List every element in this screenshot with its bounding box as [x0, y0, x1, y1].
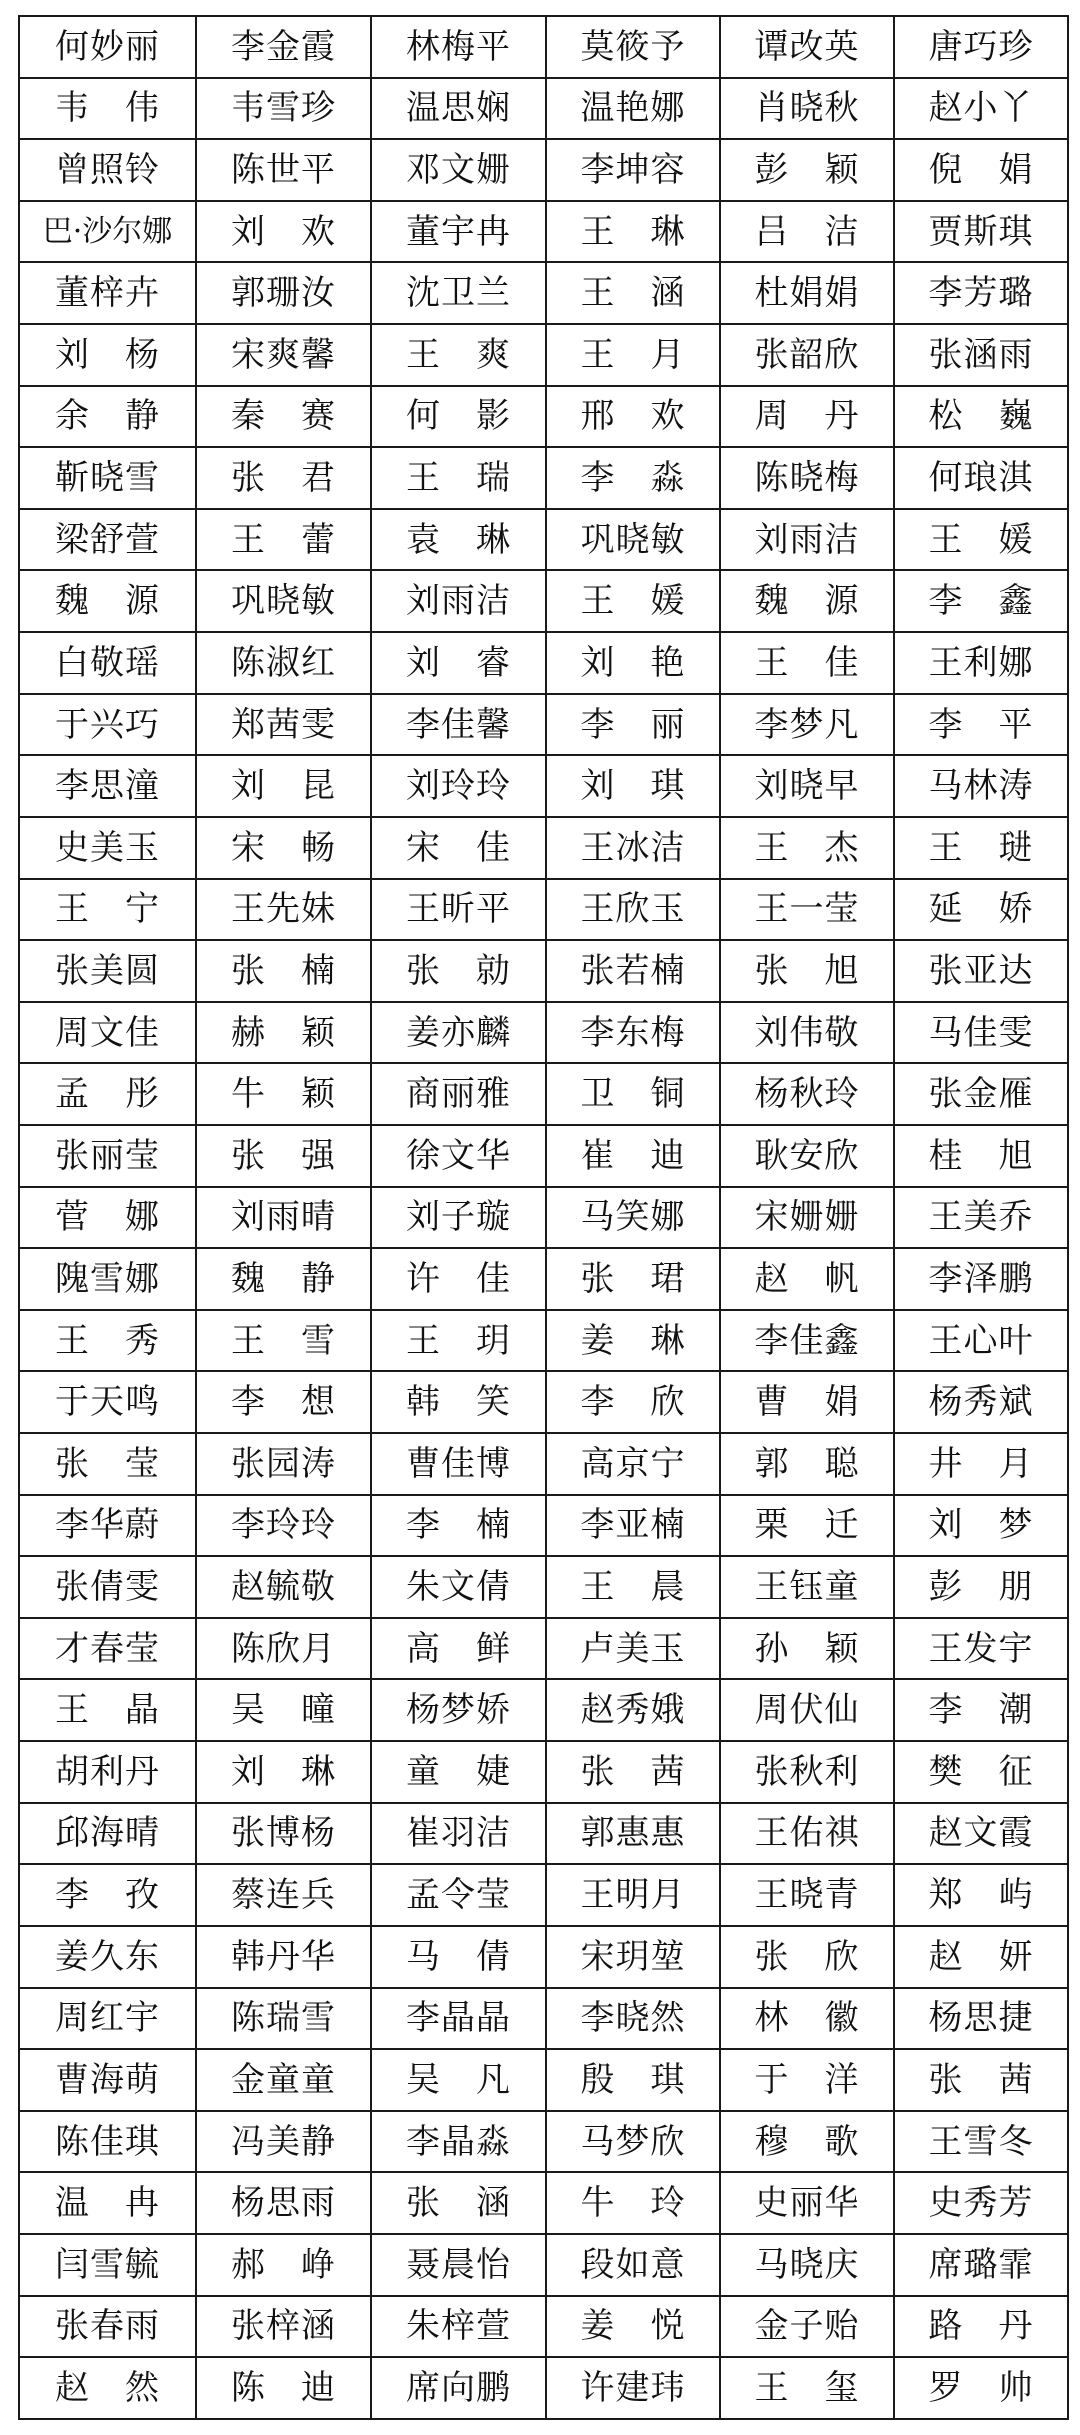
name-cell: 童 婕	[371, 1741, 546, 1803]
name-cell: 刘 梦	[894, 1495, 1068, 1557]
name-cell: 郑 屿	[894, 1864, 1068, 1926]
name-cell: 刘 琳	[196, 1741, 371, 1803]
name-list-sheet	[18, 15, 1067, 2420]
name-cell: 李 平	[894, 694, 1068, 756]
name-cell: 聂晨怡	[371, 2234, 546, 2296]
name-cell: 李 想	[196, 1371, 371, 1433]
name-cell: 张 旭	[720, 940, 894, 1002]
name-cell: 魏 源	[19, 570, 196, 632]
name-cell: 刘伟敬	[720, 1002, 894, 1064]
name-cell: 王 秀	[19, 1310, 196, 1372]
name-cell: 王 瑞	[371, 447, 546, 509]
name-cell: 周文佳	[19, 1002, 196, 1064]
name-cell: 路 丹	[894, 2296, 1068, 2358]
name-cell: 曹 娟	[720, 1371, 894, 1433]
name-cell: 倪 娟	[894, 139, 1068, 201]
name-cell: 彭 颖	[720, 139, 894, 201]
name-cell: 罗 帅	[894, 2357, 1068, 2419]
name-cell: 姜 悦	[546, 2296, 720, 2358]
table-row	[19, 2296, 1068, 2358]
name-cell: 刘子璇	[371, 1187, 546, 1249]
name-cell: 张美圆	[19, 940, 196, 1002]
name-cell: 王 宁	[19, 879, 196, 941]
name-cell: 吴 曈	[196, 1679, 371, 1741]
name-cell: 张 欣	[720, 1926, 894, 1988]
name-cell: 姜久东	[19, 1926, 196, 1988]
table-row	[19, 1310, 1068, 1372]
name-cell: 陈 迪	[196, 2357, 371, 2419]
name-cell: 李坤容	[546, 139, 720, 201]
name-cell: 王昕平	[371, 879, 546, 941]
name-cell: 沈卫兰	[371, 262, 546, 324]
name-cell: 延 娇	[894, 879, 1068, 941]
name-cell: 王 爽	[371, 324, 546, 386]
name-cell: 韦雪珍	[196, 78, 371, 140]
name-cell: 陈欣月	[196, 1618, 371, 1680]
name-cell: 刘 昆	[196, 755, 371, 817]
name-cell: 姜 琳	[546, 1310, 720, 1372]
name-cell: 张涵雨	[894, 324, 1068, 386]
name-cell: 王 雪	[196, 1310, 371, 1372]
name-cell: 张梓涵	[196, 2296, 371, 2358]
name-cell: 莫筱予	[546, 16, 720, 78]
name-cell: 王 琎	[894, 817, 1068, 879]
name-cell: 刘玲玲	[371, 755, 546, 817]
table-row	[19, 1864, 1068, 1926]
name-cell: 王 晶	[19, 1679, 196, 1741]
name-cell: 李金霞	[196, 16, 371, 78]
name-cell: 殷 琪	[546, 2049, 720, 2111]
name-cell: 韩 笑	[371, 1371, 546, 1433]
name-cell: 王冰洁	[546, 817, 720, 879]
name-cell: 孟令莹	[371, 1864, 546, 1926]
name-cell: 商丽雅	[371, 1063, 546, 1125]
name-cell: 李佳馨	[371, 694, 546, 756]
name-cell: 郝 峥	[196, 2234, 371, 2296]
table-row	[19, 201, 1068, 263]
name-cell: 井 月	[894, 1433, 1068, 1495]
name-cell: 王 涵	[546, 262, 720, 324]
name-cell: 魏 源	[720, 570, 894, 632]
name-cell: 樊 征	[894, 1741, 1068, 1803]
name-cell: 靳晓雪	[19, 447, 196, 509]
table-row	[19, 1679, 1068, 1741]
name-cell: 杨思捷	[894, 1988, 1068, 2050]
table-row	[19, 16, 1068, 78]
name-cell: 张韶欣	[720, 324, 894, 386]
name-cell: 赵 妍	[894, 1926, 1068, 1988]
name-cell: 高 鲜	[371, 1618, 546, 1680]
table-row	[19, 1495, 1068, 1557]
name-cell: 白敬瑶	[19, 632, 196, 694]
name-cell: 李泽鹏	[894, 1248, 1068, 1310]
name-cell: 陈世平	[196, 139, 371, 201]
name-cell: 杨梦娇	[371, 1679, 546, 1741]
name-cell: 栗 迁	[720, 1495, 894, 1557]
name-cell: 韦 伟	[19, 78, 196, 140]
name-cell: 牛 颖	[196, 1063, 371, 1125]
name-cell: 于兴巧	[19, 694, 196, 756]
name-cell: 王先妹	[196, 879, 371, 941]
name-cell: 李芳璐	[894, 262, 1068, 324]
name-cell: 张春雨	[19, 2296, 196, 2358]
name-cell: 唐巧珍	[894, 16, 1068, 78]
name-cell: 卢美玉	[546, 1618, 720, 1680]
name-cell: 才春莹	[19, 1618, 196, 1680]
name-cell: 巩晓敏	[546, 509, 720, 571]
table-row	[19, 2049, 1068, 2111]
name-cell: 张 茜	[546, 1741, 720, 1803]
name-cell: 李 楠	[371, 1495, 546, 1557]
table-row	[19, 1371, 1068, 1433]
name-cell: 马笑娜	[546, 1187, 720, 1249]
name-cell: 高京宁	[546, 1433, 720, 1495]
name-cell: 席璐霏	[894, 2234, 1068, 2296]
name-cell: 王一莹	[720, 879, 894, 941]
name-cell: 桂 旭	[894, 1125, 1068, 1187]
name-cell: 何 影	[371, 386, 546, 448]
table-row	[19, 139, 1068, 201]
name-cell: 马 倩	[371, 1926, 546, 1988]
name-cell: 温艳娜	[546, 78, 720, 140]
name-cell: 周红宇	[19, 1988, 196, 2050]
name-cell: 王利娜	[894, 632, 1068, 694]
name-cell: 梁舒萱	[19, 509, 196, 571]
name-cell: 刘 欢	[196, 201, 371, 263]
name-cell: 王钰童	[720, 1556, 894, 1618]
name-cell: 张 茜	[894, 2049, 1068, 2111]
name-cell: 李 鑫	[894, 570, 1068, 632]
name-cell: 许建玮	[546, 2357, 720, 2419]
table-row	[19, 940, 1068, 1002]
name-cell: 耿安欣	[720, 1125, 894, 1187]
name-cell: 王 琳	[546, 201, 720, 263]
name-cell: 王晓青	[720, 1864, 894, 1926]
table-row	[19, 324, 1068, 386]
name-cell: 陈淑红	[196, 632, 371, 694]
name-cell: 杨秀斌	[894, 1371, 1068, 1433]
name-cell: 史美玉	[19, 817, 196, 879]
table-row	[19, 447, 1068, 509]
name-cell: 李 欣	[546, 1371, 720, 1433]
name-cell: 史丽华	[720, 2172, 894, 2234]
name-cell: 张金雁	[894, 1063, 1068, 1125]
name-cell: 韩丹华	[196, 1926, 371, 1988]
table-row	[19, 817, 1068, 879]
name-cell: 周 丹	[720, 386, 894, 448]
name-cell: 巴·沙尔娜	[19, 201, 196, 263]
name-cell: 何妙丽	[19, 16, 196, 78]
name-cell: 陈晓梅	[720, 447, 894, 509]
name-cell: 郭 聪	[720, 1433, 894, 1495]
name-cell: 杨思雨	[196, 2172, 371, 2234]
name-cell: 徐文华	[371, 1125, 546, 1187]
name-cell: 王 杰	[720, 817, 894, 879]
table-row	[19, 755, 1068, 817]
name-cell: 马佳雯	[894, 1002, 1068, 1064]
name-cell: 张若楠	[546, 940, 720, 1002]
name-cell: 谭改英	[720, 16, 894, 78]
name-cell: 姜亦麟	[371, 1002, 546, 1064]
name-cell: 冯美静	[196, 2111, 371, 2173]
name-cell: 刘 琪	[546, 755, 720, 817]
name-cell: 闫雪毓	[19, 2234, 196, 2296]
table-row	[19, 1618, 1068, 1680]
name-cell: 卫 铜	[546, 1063, 720, 1125]
name-cell: 刘雨晴	[196, 1187, 371, 1249]
name-cell: 郑茜雯	[196, 694, 371, 756]
name-cell: 赵 然	[19, 2357, 196, 2419]
name-cell: 孙 颖	[720, 1618, 894, 1680]
name-cell: 李晶晶	[371, 1988, 546, 2050]
name-cell: 邢 欢	[546, 386, 720, 448]
name-cell: 李华蔚	[19, 1495, 196, 1557]
name-cell: 张 强	[196, 1125, 371, 1187]
table-row	[19, 2172, 1068, 2234]
name-cell: 曹海萌	[19, 2049, 196, 2111]
name-cell: 王佑祺	[720, 1803, 894, 1865]
name-cell: 李 丽	[546, 694, 720, 756]
name-cell: 赵文霞	[894, 1803, 1068, 1865]
name-cell: 马晓庆	[720, 2234, 894, 2296]
name-cell: 王 媛	[546, 570, 720, 632]
name-cell: 巩晓敏	[196, 570, 371, 632]
name-cell: 段如意	[546, 2234, 720, 2296]
name-cell: 宋爽馨	[196, 324, 371, 386]
name-cell: 宋 佳	[371, 817, 546, 879]
table-row	[19, 386, 1068, 448]
name-cell: 李东梅	[546, 1002, 720, 1064]
name-cell: 赵秀娥	[546, 1679, 720, 1741]
name-cell: 王 媛	[894, 509, 1068, 571]
name-cell: 林梅平	[371, 16, 546, 78]
name-cell: 牛 玲	[546, 2172, 720, 2234]
name-cell: 马林涛	[894, 755, 1068, 817]
name-cell: 李思潼	[19, 755, 196, 817]
name-cell: 王欣玉	[546, 879, 720, 941]
name-cell: 崔羽洁	[371, 1803, 546, 1865]
name-cell: 赵 帆	[720, 1248, 894, 1310]
name-cell: 王 蕾	[196, 509, 371, 571]
name-cell: 张 莹	[19, 1433, 196, 1495]
name-cell: 金童童	[196, 2049, 371, 2111]
table-row	[19, 632, 1068, 694]
name-cell: 王 玥	[371, 1310, 546, 1372]
name-cell: 郭惠惠	[546, 1803, 720, 1865]
name-cell: 李佳鑫	[720, 1310, 894, 1372]
name-cell: 松 巍	[894, 386, 1068, 448]
name-cell: 宋 畅	[196, 817, 371, 879]
name-cell: 王心叶	[894, 1310, 1068, 1372]
name-cell: 李亚楠	[546, 1495, 720, 1557]
name-cell: 张园涛	[196, 1433, 371, 1495]
name-cell: 朱文倩	[371, 1556, 546, 1618]
name-cell: 孟 彤	[19, 1063, 196, 1125]
name-cell: 李 潮	[894, 1679, 1068, 1741]
table-row	[19, 570, 1068, 632]
name-cell: 王 玺	[720, 2357, 894, 2419]
name-cell: 秦 赛	[196, 386, 371, 448]
name-cell: 魏 静	[196, 1248, 371, 1310]
table-row	[19, 1063, 1068, 1125]
table-row	[19, 1248, 1068, 1310]
name-cell: 贾斯琪	[894, 201, 1068, 263]
table-row	[19, 2234, 1068, 2296]
name-cell: 余 静	[19, 386, 196, 448]
table-row	[19, 1803, 1068, 1865]
name-cell: 温思娴	[371, 78, 546, 140]
name-cell: 穆 歌	[720, 2111, 894, 2173]
name-cell: 张倩雯	[19, 1556, 196, 1618]
name-cell: 王发宇	[894, 1618, 1068, 1680]
name-cell: 李 淼	[546, 447, 720, 509]
name-cell: 胡利丹	[19, 1741, 196, 1803]
table-row	[19, 2111, 1068, 2173]
name-cell: 蔡连兵	[196, 1864, 371, 1926]
name-cell: 邱海晴	[19, 1803, 196, 1865]
name-cell: 刘晓早	[720, 755, 894, 817]
table-row	[19, 1741, 1068, 1803]
name-cell: 袁 琳	[371, 509, 546, 571]
name-cell: 史秀芳	[894, 2172, 1068, 2234]
name-cell: 菅 娜	[19, 1187, 196, 1249]
name-cell: 李梦凡	[720, 694, 894, 756]
name-cell: 席向鹏	[371, 2357, 546, 2419]
table-row	[19, 1125, 1068, 1187]
name-cell: 李玲玲	[196, 1495, 371, 1557]
name-cell: 王雪冬	[894, 2111, 1068, 2173]
name-cell: 赫 颖	[196, 1002, 371, 1064]
table-row	[19, 1556, 1068, 1618]
name-cell: 董梓卉	[19, 262, 196, 324]
name-table	[18, 15, 1069, 2420]
name-cell: 隗雪娜	[19, 1248, 196, 1310]
name-cell: 刘 艳	[546, 632, 720, 694]
name-cell: 董宇冉	[371, 201, 546, 263]
name-cell: 温 冉	[19, 2172, 196, 2234]
name-cell: 王美乔	[894, 1187, 1068, 1249]
name-cell: 刘 杨	[19, 324, 196, 386]
name-cell: 马梦欣	[546, 2111, 720, 2173]
name-cell: 许 佳	[371, 1248, 546, 1310]
name-cell: 王 晨	[546, 1556, 720, 1618]
table-row	[19, 1002, 1068, 1064]
name-cell: 李晶淼	[371, 2111, 546, 2173]
table-row	[19, 78, 1068, 140]
name-cell: 赵小丫	[894, 78, 1068, 140]
name-cell: 张 珺	[546, 1248, 720, 1310]
table-row	[19, 1187, 1068, 1249]
name-cell: 杜娟娟	[720, 262, 894, 324]
name-cell: 张博杨	[196, 1803, 371, 1865]
name-cell: 金子贻	[720, 2296, 894, 2358]
name-cell: 曹佳博	[371, 1433, 546, 1495]
table-row	[19, 694, 1068, 756]
table-row	[19, 262, 1068, 324]
name-cell: 王明月	[546, 1864, 720, 1926]
name-cell: 肖晓秋	[720, 78, 894, 140]
name-cell: 张 涵	[371, 2172, 546, 2234]
name-cell: 刘雨洁	[371, 570, 546, 632]
name-table-body	[19, 16, 1068, 2419]
name-cell: 林 徽	[720, 1988, 894, 2050]
name-cell: 何琅淇	[894, 447, 1068, 509]
name-cell: 李晓然	[546, 1988, 720, 2050]
name-cell: 刘 睿	[371, 632, 546, 694]
name-cell: 郭珊汝	[196, 262, 371, 324]
table-row	[19, 509, 1068, 571]
name-cell: 张 勍	[371, 940, 546, 1002]
table-row	[19, 879, 1068, 941]
name-cell: 赵毓敬	[196, 1556, 371, 1618]
name-cell: 吴 凡	[371, 2049, 546, 2111]
name-cell: 朱梓萱	[371, 2296, 546, 2358]
name-cell: 陈佳琪	[19, 2111, 196, 2173]
name-cell: 于天鸣	[19, 1371, 196, 1433]
name-cell: 宋姗姗	[720, 1187, 894, 1249]
name-cell: 宋玥堃	[546, 1926, 720, 1988]
name-cell: 张亚达	[894, 940, 1068, 1002]
name-cell: 邓文姗	[371, 139, 546, 201]
name-cell: 曾照铃	[19, 139, 196, 201]
name-cell: 周伏仙	[720, 1679, 894, 1741]
name-cell: 王 月	[546, 324, 720, 386]
table-row	[19, 1433, 1068, 1495]
name-cell: 刘雨洁	[720, 509, 894, 571]
name-cell: 陈瑞雪	[196, 1988, 371, 2050]
table-row	[19, 2357, 1068, 2419]
name-cell: 张 楠	[196, 940, 371, 1002]
name-cell: 张 君	[196, 447, 371, 509]
name-cell: 吕 洁	[720, 201, 894, 263]
name-cell: 崔 迪	[546, 1125, 720, 1187]
name-cell: 李 孜	[19, 1864, 196, 1926]
table-row	[19, 1926, 1068, 1988]
name-cell: 杨秋玲	[720, 1063, 894, 1125]
name-cell: 张秋利	[720, 1741, 894, 1803]
name-cell: 王 佳	[720, 632, 894, 694]
name-cell: 彭 朋	[894, 1556, 1068, 1618]
name-cell: 于 洋	[720, 2049, 894, 2111]
table-row	[19, 1988, 1068, 2050]
name-cell: 张丽莹	[19, 1125, 196, 1187]
